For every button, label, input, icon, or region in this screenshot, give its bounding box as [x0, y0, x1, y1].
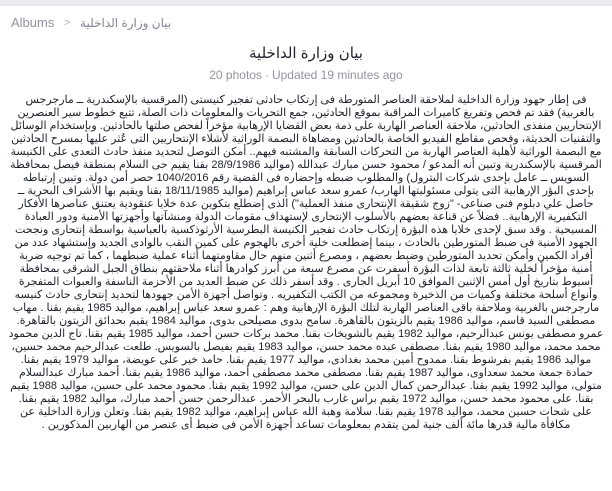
- album-updated-time: Updated 19 minutes ago: [271, 68, 403, 82]
- album-title: بيان وزارة الداخلية: [249, 45, 363, 62]
- chevron-right-icon: >: [63, 17, 71, 29]
- album-photo-count: 20 photos: [209, 68, 262, 82]
- album-description: فى إطار جهود وزارة الداخلية لملاحقة العناصر المتورطة فى إرتكاب حادثى تفجير كنيستى (المرقسية بالإسكندرية ــ مارجرجس بالغربية) فقد تم فحص وتفريغ كاميرات المراقبة بموقع الحادثين، جمع التحريات والمعلومات ذات الصلة، تتبع خطوط سير العنصرين الإنتحاريين منفذى الحادثين، ملاحقة العناصر الهاربة على ذمة بعض القضايا الإرهابية مؤخراً لفحص صلتها بالحادثين. وبإستخدام الوسائل والتقنيات الحديثة، وفحص مقاطع الفيديو الخاصة بالحادثين ومضاهاة البصمة الوراثية لأشلاء الإنتحاريين التى عُثر عليها بمسرح الحادثين مع البصمة الوراثية لأهلية العناصر الهاربة من التحركات السابقة والمشتبه فيهم.. أمكن التوصل لتحديد منفذ حادث التعدى على الكنيسة المرقسية بالإسكندرية وتبين أنه المدعو / محمود حسن مبارك عبدالله (مواليد 28/9/1986 بقنا يقيم حى السلام بمنطقة فيصل بمحافظة السويس ــ عامل بإحدى شركات البترول) والمطلوب ضبطه وإحضاره فى القضية رقم 1040/2016 حصر أمن دولة. وتبين إرتباطه بإحدى البؤر الإرهابية التى يتولى مسئوليتها الهارب/ عمرو سعد عباس إبراهيم (مواليد 18/11/1985 بقنا ويقيم بها الأشراف البحرية ــ حاصل علي دبلوم فنى صناعى- "زوج شقيقة الإنتحارى منفذ العملية") الذى إضطلع بتكوين عدة خلايا عنقودية يعتنق عناصرها الأفكار التكفيرية الإرهابية.. فضلاً عن قناعة بعضهم بالأسلوب الإنتحارى لإستهداف مقومات الدولة ومنشآتها وأجهزتها الأمنية ودور العبادة المسيحية . وقد سبق لإحدى خلايا هذه البؤرة إرتكاب حادث تفجير الكنيسة البطرسية الأرثوذكسية بالعباسية بواسطة إنتحارى ونجحت الجهود الأمنية فى ضبط المتورطين بالحادث ، بينما إضطلعت خلية أخرى بالهجوم على كمين النقب بالوادى الجديد وإستشهاد عدد من أفراد الكمين وأمكن تحديد المتورطين وضبط بعضهم ، ومصرع أثنين منهم حال مقاومتهما أثناء عملية ضبطهما ، كما تم توجيه ضربة أمنية مؤخراً لخلية ثالثة تابعة لذات البؤرة أسفرت عن مصرع سبعة من أبرز كوادرها أثناء ملاحقتهم بنطاق الجبل الشرقى بمحافظة أسيوط بتاريخ أول أمس الإثنين الموافق 10 أبريل الجارى . وقد أسفر ذلك عن ضبط العديد من الأحزمة الناسفة والعبوات المتفجرة وأنواع أسلحة مختلفة وكميات من الذخيرة ومجموعه من الكتب التكفيريه . وتواصل أجهزة الأمن جهودها لتحديد إنتحارى حادث كنيسه مارجرجس بالغربية وملاحقة باقى العناصر الهاربة لتلك البؤرة الإرهابية وهم : عمرو سعد عباس إبراهيم، مواليد 1985 يقيم بقنا . مهاب مصطفى السيد قاسم، مواليد 1986 يقيم بالزيتون بالقاهرة. سامح بدوى مصيلحى بدوى، مواليد 1984 يقيم بحدائق الزيتون بالقاهرة. عمرو مصطفى يونس عبدالرحيم، مواليد 1982 يقيم بالشويخات بقنا. محمد بركات حسن أحمد، مواليد 1985 يقيم بقنا. تاج الدين محمود محمد محمد، مواليد 1980 يقيم بقنا. مصطفى عبده محمد حسن، مواليد 1983 يقيم بفيصل بالسويس. طلعت عبدالرحيم محمد حسين، مواليد 1986 يقيم بفرشوط بقنا. ممدوح أمين محمد بغدادى، مواليد 1977 يقيم بقنا. حامد خير على عويضة، مواليد 1979 يقيم بقنا. حمادة جمعة محمد سعداوى، مواليد 1987 يقيم بقنا. مصطفى محمد مصطفى أحمد، مواليد 1986 يقيم بقنا. أحمد مبارك عبدالسلام متولى، مواليد 1992 يقيم بقنا. عبدالرحمن كمال الدين على حسن، مواليد 1992 يقيم بقنا. محمود محمد على حسين، مواليد 1988 يقيم بقنا. على محمود محمد حسن، مواليد 1972 يقيم براس غارب بالبحر الأحمر. عبدالرحمن حسن أحمد مبارك، مواليد 1982 يقيم بقنا. على شحات حسين محمد، مواليد 1978 يقيم بقنا. سلامة وهبة الله عباس إبراهيم، مواليد 1982 يقيم بقنا. وتعلن وزارة الداخلية عن مكافأة مالية قدرها مائة ألف جنية لمن يتقدم بمعلومات تساعد أجهزة الأمن فى ضبط أى عنصر من الهاربين المذكورين .: [8, 94, 604, 431]
- meta-separator-dot: ·: [264, 68, 269, 82]
- album-meta: [0, 68, 612, 82]
- breadcrumb: [0, 6, 612, 30]
- album-header: [0, 44, 612, 82]
- breadcrumb-current-album: بيان وزارة الداخلية: [80, 16, 172, 30]
- breadcrumb-albums-link[interactable]: Albums: [11, 15, 55, 30]
